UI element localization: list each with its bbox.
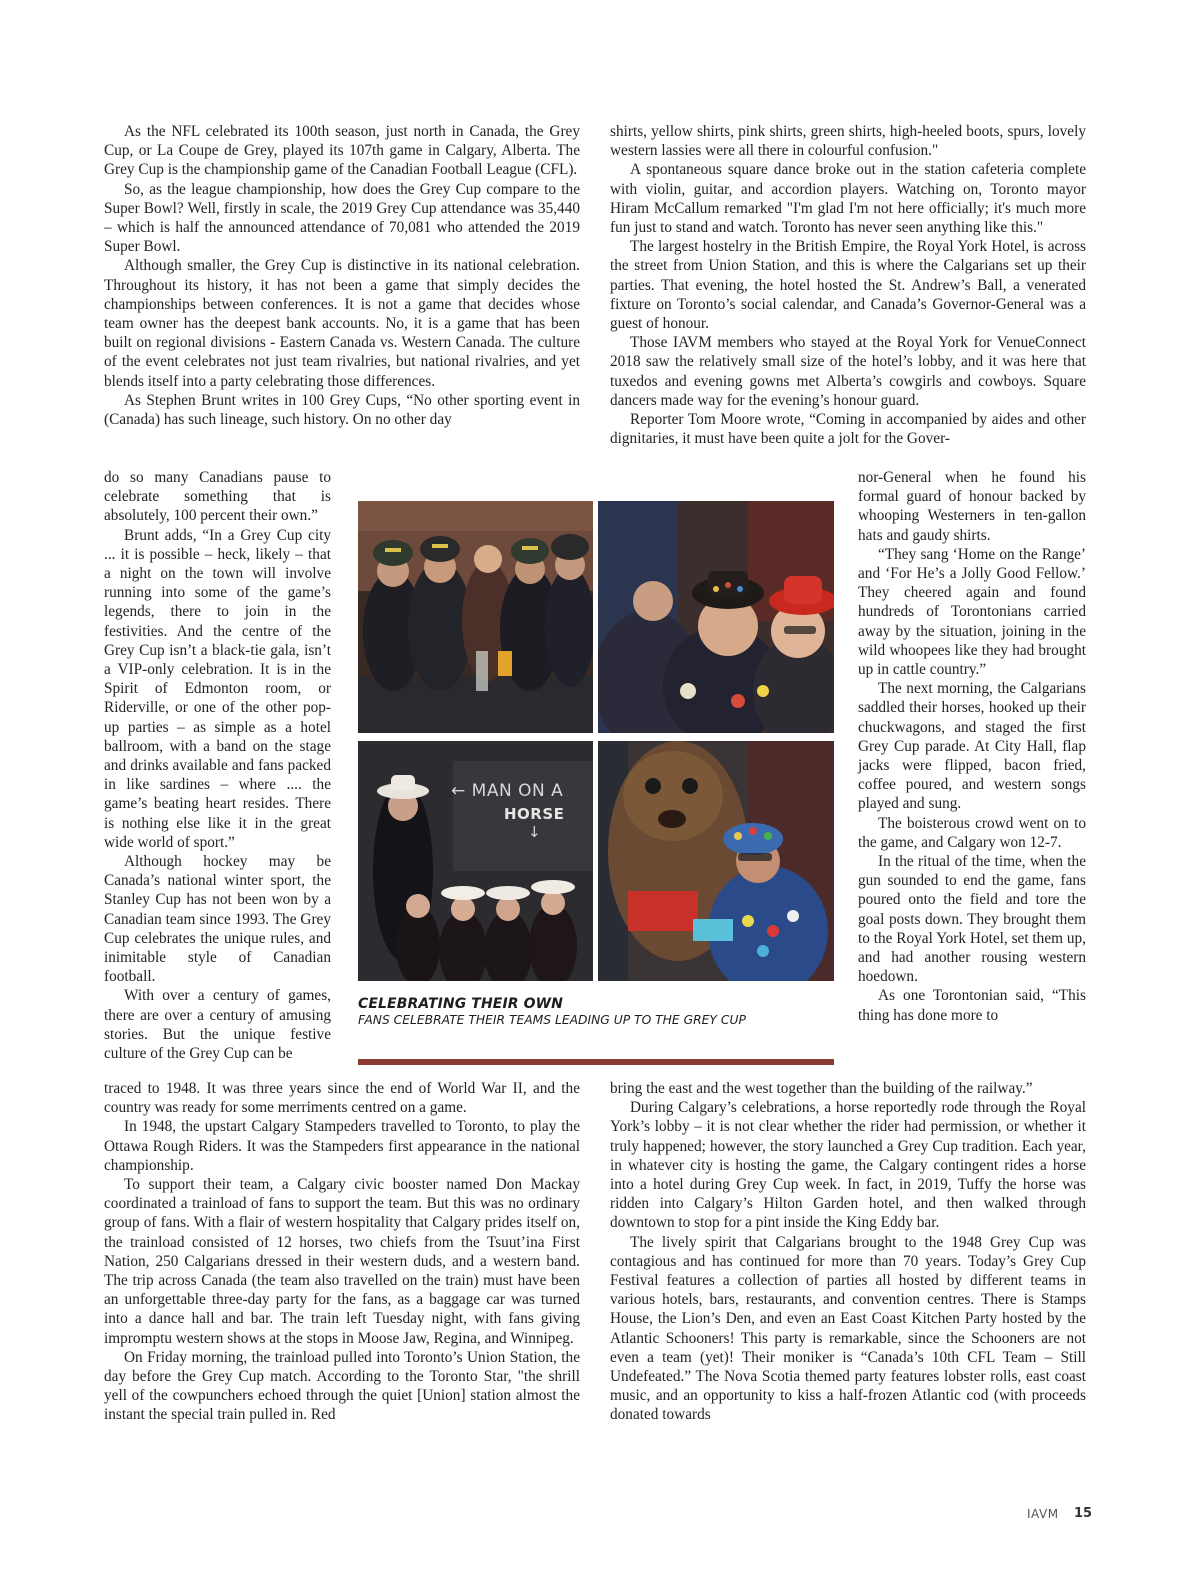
paragraph: Brunt adds, “In a Grey Cup city ... it is possible – heck, likely – that a night on the town will involve running into some of the game’s legends, there to join in the festivities. And the centre of the Grey Cup isn’t a black-tie gala, isn’t a VIP-only celebration. It is in the Spirit of Edmonton room, or Riderville, or one of the other pop-up parties – as simple as a hotel ballroom, with a band on the stage and drinks available and fans packed in like sardines – where .... the game’s beating heart resides. There is nothing else like it in the great wide world of sport.” <box>104 526 331 851</box>
paragraph: So, as the league championship, how does the Grey Cup compare to the Super Bowl? Well, firstly in scale, the 2019 Grey Cup attendance was 35,440 – which is half the announced attendance of 70,081 who attended the 2019 Super Bowl. <box>104 180 580 256</box>
paragraph: The next morning, the Calgarians saddled their horses, hooked up their chuckwagons, and staged the first Grey Cup parade. At City Hall, flap jacks were flipped, bacon fried, coffee poured, and western songs played and sung. <box>858 680 1086 813</box>
caption-rule <box>358 1059 834 1065</box>
paragraph: A spontaneous square dance broke out in the station cafeteria complete with violin, guitar, and accordion players. Watching on, Toronto mayor Hiram McCallum remarked "I'm glad I'm not here officially; it's much more fun just to stand and watch. Toronto has never seen anything like this." <box>610 161 1086 237</box>
paragraph: During Calgary’s celebrations, a horse reportedly rode through the Royal York’s lobby – it is not clear whether the rider had permission, or whether it truly happened; however, the story launched a Grey Cup tradition. Each year, in whatever city is hosting the game, the Calgary contingent rides a horse into a hotel during Grey Cup week. In fact, in 2019, Tuffy the horse was ridden into Calgary’s Hilton Garden hotel, and then walked through downtown to stop for a pint inside the King Eddy bar. <box>610 1099 1086 1232</box>
photo-man-on-a-horse-sign <box>358 741 593 981</box>
right-column-narrow <box>858 468 1086 1025</box>
paragraph: “They sang ‘Home on the Range’ and ‘For He’s a Jolly Good Fellow.’ They cheered again and found hundreds of Torontonians carried away by the situation, joining in the wild whoopees like they had brought up in cattle country.” <box>858 545 1086 679</box>
paragraph: Although hockey may be Canada’s national winter sport, the Stanley Cup has not been won by a Canadian team since 1993. The Grey Cup celebrates the unique rules, and inimitable style of Canadian football. <box>104 853 331 986</box>
paragraph: bring the east and the west together than the building of the railway.” <box>610 1080 1033 1097</box>
paragraph: With over a century of games, there are over a century of amusing stories. But the unique festive culture of the Grey Cup can be <box>104 987 331 1063</box>
footer-magazine-name: IAVM <box>1027 1507 1059 1521</box>
paragraph: traced to 1948. It was three years since the end of World War II, and the country was ready for some merriments centred on a game. <box>104 1080 580 1117</box>
paragraph: Those IAVM members who stayed at the Royal York for VenueConnect 2018 saw the relatively small size of the hotel’s lobby, and it was here that tuxedos and evening gowns met Alberta’s cowgirls and cowboys. Square dancers made way for the evening’s honour guard. <box>610 334 1086 409</box>
paragraph: As the NFL celebrated its 100th season, just north in Canada, the Grey Cup, or La Coupe de Grey, played its 107th game in Calgary, Alberta. The Grey Cup is the championship game of the Canadian Football League (CFL). <box>104 123 580 179</box>
photo-fans-with-hats <box>598 501 834 733</box>
sign-line-1: ← MAN ON A <box>451 781 564 801</box>
sign-line-2: HORSE <box>504 805 565 823</box>
paragraph: shirts, yellow shirts, pink shirts, green shirts, high-heeled boots, spurs, lovely western lassies were all there in colourful confusion." <box>610 123 1086 160</box>
photo-mascot-and-fan <box>598 741 834 981</box>
paragraph: To support their team, a Calgary civic booster named Don Mackay coordinated a trainload of fans to support the team. But this was no ordinary group of fans. With a flair of western hospitality that Calgary prides itself on, the trainload consisted of 12 horses, two chiefs from the Tsuut’ina First Nation, 250 Calgarians dressed in their western duds, and a western band. The trip across Canada (the team also travelled on the train) must have been an unforgettable three-day party for the fans, as a baggage car was turned into a dance hall and bar. The train left Tuesday night, with fans giving impromptu western shows at the stops in Moose Jaw, Regina, and Winnipeg. <box>104 1176 580 1347</box>
caption-title: CELEBRATING THEIR OWN <box>358 996 563 1012</box>
paragraph: As one Torontonian said, “This thing has done more to <box>858 987 1086 1024</box>
paragraph: Reporter Tom Moore wrote, “Coming in accompanied by aides and other dignitaries, it must have been quite a jolt for the Gover- <box>610 411 1086 448</box>
paragraph: In 1948, the upstart Calgary Stampeders travelled to Toronto, to play the Ottawa Rough Riders. It was the Stampeders first appearance in the national championship. <box>104 1118 580 1174</box>
left-column-narrow <box>104 468 331 1063</box>
right-column-top <box>610 122 1086 448</box>
page-number: 15 <box>1074 1506 1093 1521</box>
photo-fans-in-helmets <box>358 501 593 733</box>
paragraph: The largest hostelry in the British Empire, the Royal York Hotel, is across the street from Union Station, and this is where the Calgarians set up their parties. That evening, the hotel hosted the St. Andrew’s Ball, a venerated fixture on Toronto’s social calendar, and Canada’s Governor-General was a guest of honour. <box>610 238 1086 333</box>
left-column-bottom <box>104 1079 580 1425</box>
sign-arrow: ↓ <box>528 823 541 841</box>
paragraph: The boisterous crowd went on to the game, and Calgary won 12-7. <box>858 814 1086 851</box>
caption-subtitle: FANS CELEBRATE THEIR TEAMS LEADING UP TO THE GREY CUP <box>358 1013 746 1027</box>
paragraph: On Friday morning, the trainload pulled into Toronto’s Union Station, the day before the Grey Cup match. According to the Toronto Star, "the shrill yell of the cowpunchers echoed through the quiet [Union] station almost the instant the special train pulled in. Red <box>104 1348 580 1424</box>
paragraph: Although smaller, the Grey Cup is distinctive in its national celebration. Throughout its history, it has not been a game that simply decides the championships between conferences. It is not a game that decides whose team owner has the deepest bank accounts. No, it is a game that has been built on regional divisions - Eastern Canada vs. Western Canada. The culture of the event celebrates not just team rivalries, but national rivalries, and yet blends itself into a party celebrating those differences. <box>104 257 580 390</box>
paragraph: do so many Canadians pause to celebrate something that is absolutely, 100 percent their own.” <box>104 469 331 525</box>
paragraph: The lively spirit that Calgarians brought to the 1948 Grey Cup was contagious and has continued for more than 70 years. Today’s Grey Cup Festival features a collection of parties all hosted by different teams in various hotels, bars, restaurants, and convention centres. There is Stamps House, the Lion’s Den, and even an East Coast Kitchen Party hosted by the Atlantic Schooners! This party is remarkable, since the Schooners are not even a team (yet)! Their moniker is “Canada’s 10th CFL Team – Still Undefeated.” The Nova Scotia themed party features lobster rolls, east coast music, and an opportunity to kiss a half-frozen Atlantic cod (with proceeds donated towards <box>610 1233 1086 1424</box>
right-column-bottom <box>610 1079 1086 1425</box>
paragraph: nor-General when he found his formal guard of honour backed by whooping Westerners in ten-gallon hats and gaudy shirts. <box>858 469 1086 544</box>
left-column-top <box>104 122 580 429</box>
paragraph: In the ritual of the time, when the gun sounded to end the game, fans poured onto the field and tore the goal posts down. They brought them to the Royal York Hotel, set them up, and had another rousing western hoedown. <box>858 853 1086 986</box>
paragraph: As Stephen Brunt writes in 100 Grey Cups, “No other sporting event in (Canada) has such lineage, such history. On no other day <box>104 391 580 429</box>
